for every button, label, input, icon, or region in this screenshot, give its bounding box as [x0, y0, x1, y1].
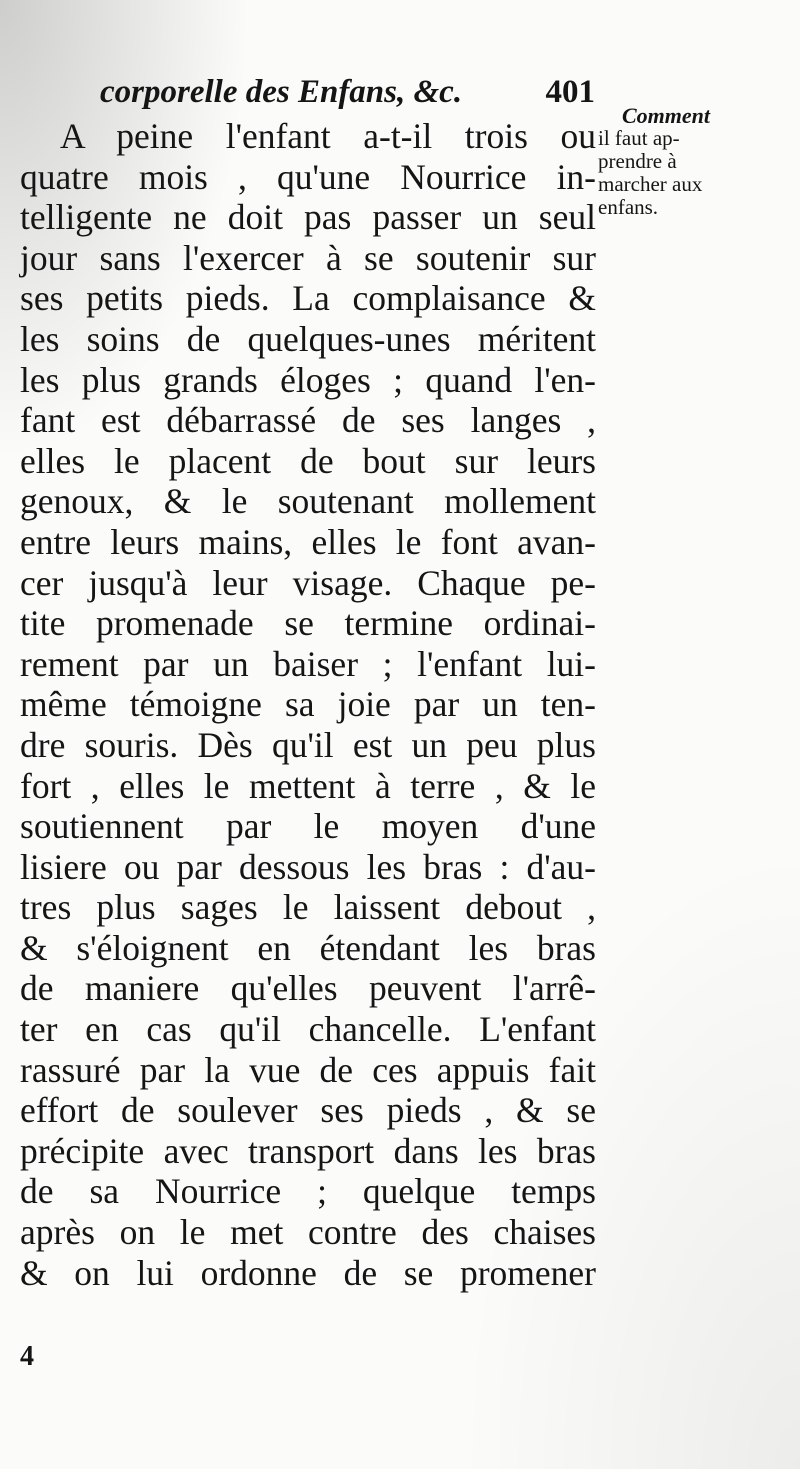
text-line: jour sans l'exercer à se soutenir sur	[20, 237, 596, 278]
text-line: les soins de quelques-unes méritent	[20, 318, 596, 359]
text-line: même témoigne sa joie par un ten-	[20, 684, 596, 725]
text-line: soutiennent par le moyen d'une	[20, 806, 596, 847]
text-line: ses petits pieds. La complaisance &	[20, 278, 596, 319]
text-line: & s'éloignent en étendant les bras	[20, 927, 596, 968]
text-line: après on le met contre des chaises	[20, 1212, 596, 1253]
text-line: rement par un baiser ; l'enfant lui-	[20, 643, 596, 684]
text-line: les plus grands éloges ; quand l'en-	[20, 359, 596, 400]
text-line: rassuré par la vue de ces appuis fait	[20, 1049, 596, 1090]
text-line: fant est débarrassé de ses langes ,	[20, 400, 596, 441]
text-line: telligente ne doit pas passer un seul	[20, 197, 596, 238]
marginal-note-line: enfans.	[598, 195, 659, 219]
text-line: A peine l'enfant a-t-il trois ou	[60, 116, 596, 156]
text-line: & on lui ordonne de se promener	[20, 1252, 596, 1293]
text-line: précipite avec transport dans les bras	[20, 1130, 596, 1171]
text-line: cer jusqu'à leur visage. Chaque pe-	[20, 562, 596, 603]
running-head	[100, 72, 595, 112]
text-line: genoux, & le soutenant mollement	[20, 481, 596, 522]
text-line: de maniere qu'elles peuvent l'arrê-	[20, 968, 596, 1009]
text-line: entre leurs mains, elles le font avan-	[20, 521, 596, 562]
marginal-note-line: marcher aux	[598, 172, 703, 196]
page-number: 401	[545, 74, 595, 110]
text-line: tres plus sages le laissent debout ,	[20, 887, 596, 928]
text-line: elles le placent de bout sur leurs	[20, 440, 596, 481]
text-line: ter en cas qu'il chancelle. L'enfant	[20, 1009, 596, 1050]
marginal-note	[598, 104, 758, 219]
text-line: tite promenade se termine ordinai-	[20, 603, 596, 644]
marginal-note-line: prendre à	[598, 149, 677, 173]
text-line: de sa Nourrice ; quelque temps	[20, 1171, 596, 1212]
marginal-note-line: il faut ap-	[598, 126, 680, 150]
marginal-note-line: Comment	[622, 103, 711, 128]
body-paragraph	[20, 116, 596, 1293]
text-line: effort de soulever ses pieds , & se	[20, 1090, 596, 1131]
text-line: fort , elles le mettent à terre , & le	[20, 765, 596, 806]
running-head-title: corporelle des Enfans, &c.	[100, 74, 463, 110]
text-line: quatre mois , qu'une Nourrice in-	[20, 156, 596, 197]
text-line: lisiere ou par dessous les bras : d'au-	[20, 846, 596, 887]
text-line: dre souris. Dès qu'il est un peu plus	[20, 724, 596, 765]
signature-mark: 4	[20, 1341, 34, 1372]
